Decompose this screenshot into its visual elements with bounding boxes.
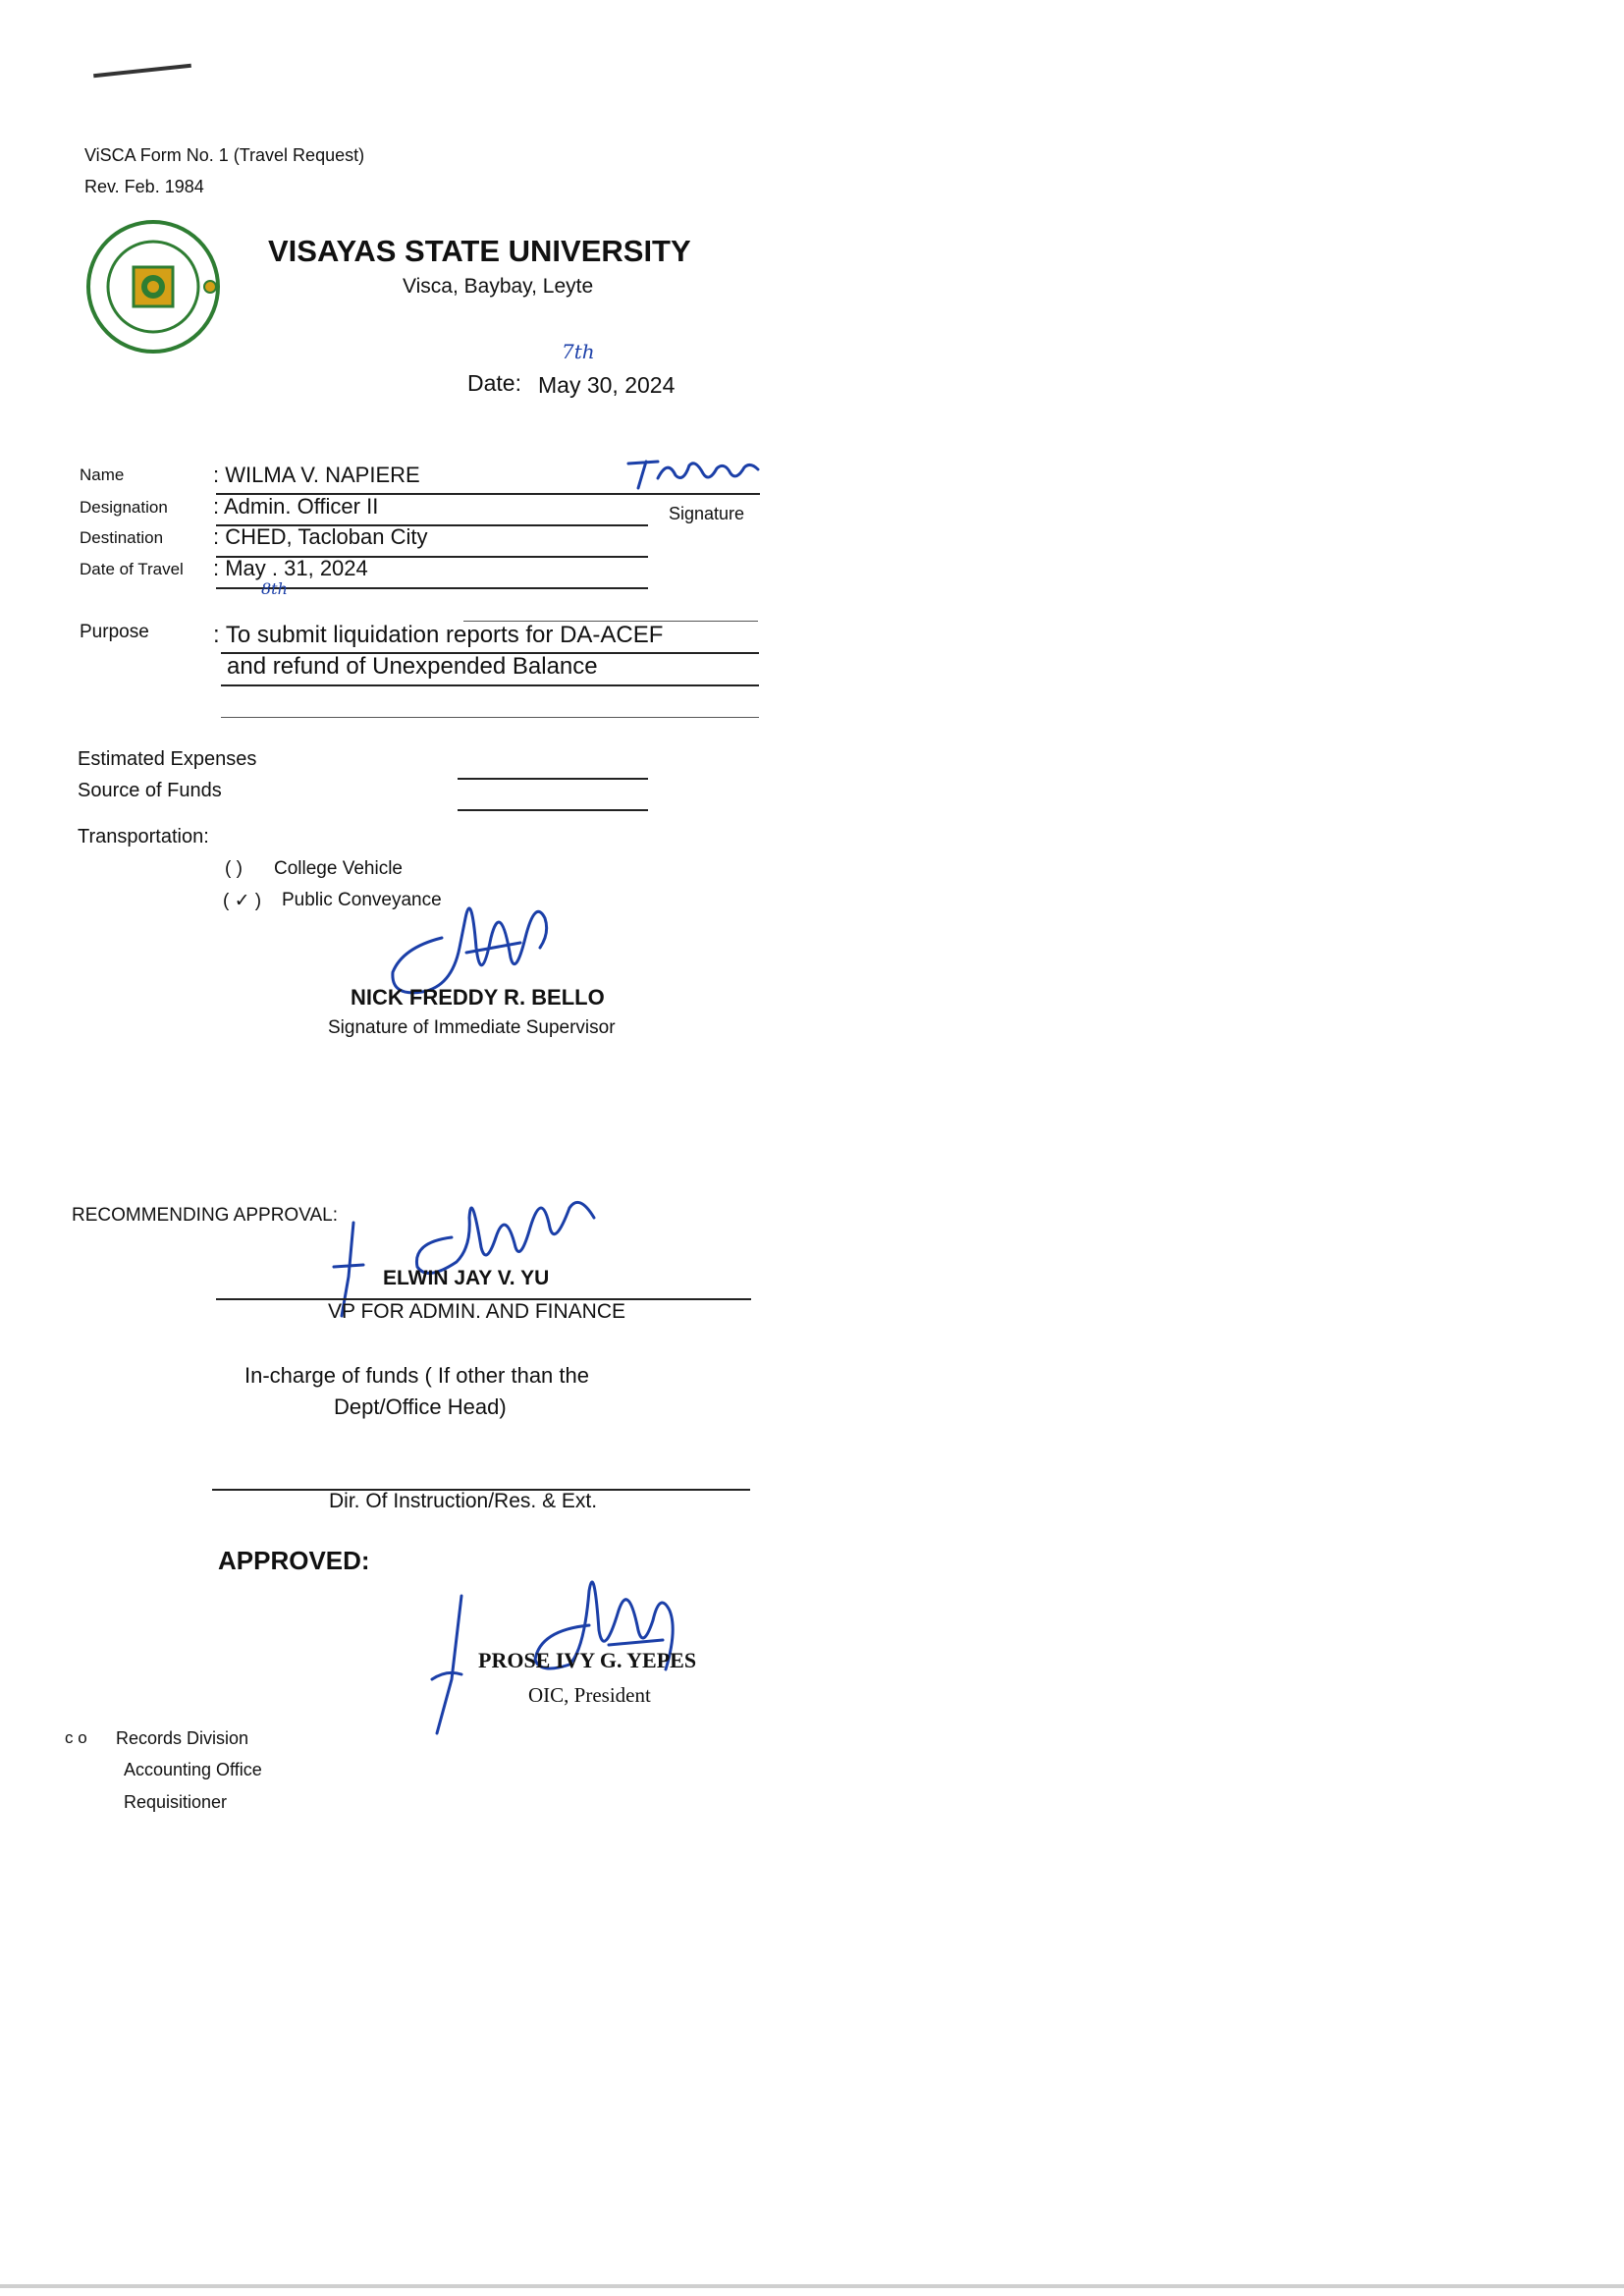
estimated-expenses-label: Estimated Expenses [78,748,257,770]
university-address: Visca, Baybay, Leyte [403,275,594,298]
purpose-line2-rule [221,684,759,686]
president-title: OIC, President [528,1683,651,1707]
university-seal [77,218,234,355]
destination-value: : CHED, Tacloban City [213,524,428,549]
scan-edge [0,2284,1624,2288]
copy-item-accounting: Accounting Office [124,1760,262,1779]
purpose-line1: : To submit liquidation reports for DA-ACEF [213,622,664,648]
name-label: Name [80,465,125,484]
source-of-funds-label: Source of Funds [78,780,222,801]
date-value: May 30, 2024 [538,372,676,398]
approved-label: APPROVED: [218,1546,370,1575]
travel-date-value: : May . 31, 2024 [213,556,368,580]
college-vehicle-label: College Vehicle [274,858,403,879]
designation-value: : Admin. Officer II [213,494,379,519]
public-conveyance-label: Public Conveyance [282,890,442,910]
date-label: Date: [467,370,521,396]
recommending-name: ELWIN JAY V. YU [383,1267,550,1289]
university-name: VISAYAS STATE UNIVERSITY [268,234,691,268]
president-name: PROSE IVY G. YEPES [478,1648,697,1672]
estimated-expenses-line [458,778,648,780]
purpose-line2: and refund of Unexpended Balance [227,653,598,680]
source-of-funds-line [458,809,648,811]
requester-signature [619,444,766,493]
in-charge-title: Dir. Of Instruction/Res. & Ext. [329,1490,598,1512]
college-vehicle-checkbox[interactable]: ( ) [225,858,243,879]
public-conveyance-checkbox[interactable]: ( ✓ ) [223,891,262,911]
name-value: : WILMA V. NAPIERE [213,463,420,487]
travel-date-label: Date of Travel [80,560,184,578]
destination-label: Destination [80,528,164,547]
copy-item-requisitioner: Requisitioner [124,1792,228,1812]
in-charge-line1: In-charge of funds ( If other than the [244,1363,589,1388]
form-revision: Rev. Feb. 1984 [84,177,204,196]
signature-label: Signature [669,504,745,523]
designation-label: Designation [80,498,168,517]
recommending-title: VP FOR ADMIN. AND FINANCE [328,1300,625,1323]
form-code: ViSCA Form No. 1 (Travel Request) [84,145,365,165]
copy-item-records: Records Division [116,1728,249,1748]
supervisor-title: Signature of Immediate Supervisor [328,1017,616,1038]
transportation-label: Transportation: [78,826,209,847]
purpose-line3-rule [221,717,759,718]
pen-mark [93,64,191,78]
date-correction: 7th [562,340,595,363]
purpose-label: Purpose [80,622,149,642]
travel-date-correction: 8th [261,579,288,598]
supervisor-name: NICK FREDDY R. BELLO [351,985,605,1010]
in-charge-line2: Dept/Office Head) [334,1394,507,1419]
copy-furnished-label: c o [65,1728,87,1747]
recommending-approval-label: RECOMMENDING APPROVAL: [72,1205,338,1226]
